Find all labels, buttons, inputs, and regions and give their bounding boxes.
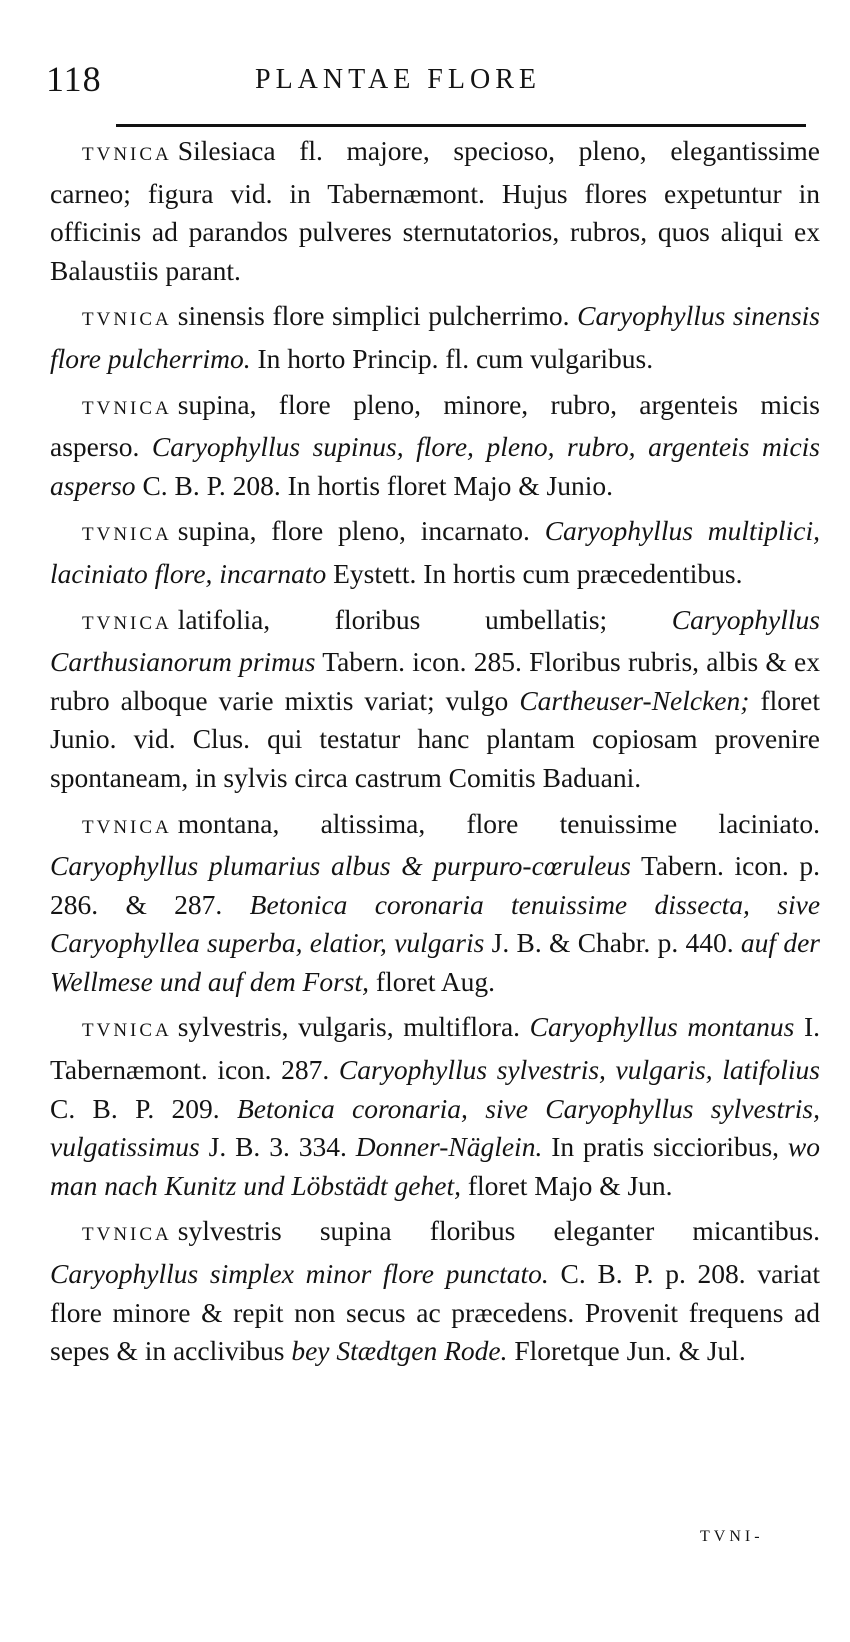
entry-text: latifolia, floribus umbellatis; — [177, 603, 608, 635]
entry-5 — [50, 601, 820, 798]
synonym: Caryophyllus montanus — [529, 1011, 795, 1043]
entry-text: I. Tabernæmont. icon. 287. — [50, 1011, 821, 1086]
entry-text: sylvestris supina floribus eleganter micantibus. — [177, 1215, 820, 1247]
page-number: 118 — [46, 59, 102, 99]
genus-label: TVNICA — [82, 524, 172, 546]
entry-text: montana, altissima, flore tenuissime laciniato. — [177, 807, 820, 839]
genus-label: TVNICA — [82, 144, 172, 165]
genus-label: TVNICA — [82, 612, 172, 634]
entry-4 — [50, 512, 820, 593]
page-header — [46, 58, 816, 106]
entry-text: C. B. P. p. 208. variat flore minore & repit non secus ac præcedens. Provenit frequens ad sepes & in acclivibus — [50, 1258, 820, 1367]
entry-6 — [50, 805, 820, 1002]
vernacular-name: Donner-Näglein. — [355, 1131, 543, 1163]
entry-text: In horto Princip. fl. cum vulgaribus. — [257, 342, 654, 374]
running-title: PLANTAE FLORE — [255, 64, 541, 95]
entry-text: In pratis siccioribus, — [551, 1131, 780, 1163]
synonym: Betonica coronaria, sive Caryophyllus sylvestris, vulgatissimus — [50, 1092, 821, 1163]
synonym: Caryophyllus sylvestris, vulgaris, latifolius — [338, 1054, 820, 1086]
locality: wo man nach Kunitz und Löbstädt gehet, — [50, 1131, 821, 1201]
entry-text: floret Aug. — [375, 965, 496, 997]
entry-8 — [50, 1212, 820, 1370]
entry-text: C. B. P. 209. — [50, 1092, 220, 1124]
synonym: Caryophyllus plumarius albus & purpuro-cœruleus — [50, 850, 631, 882]
synonym: Caryophyllus sinensis flore pulcherrimo. — [50, 300, 820, 374]
page-body — [50, 132, 820, 1378]
entry-2 — [50, 297, 820, 378]
entry-7 — [50, 1008, 820, 1205]
locality: bey Stædtgen Rode. — [291, 1335, 508, 1367]
entry-text: supina, flore pleno, minore, rubro, argenteis micis asperso. — [50, 388, 820, 463]
entry-text: sinensis flore simplici pulcherrimo. — [177, 300, 570, 332]
genus-label: TVNICA — [82, 816, 172, 838]
synonym: Betonica coronaria tenuissime dissecta, sive Caryophyllea superba, elatior, vulgaris — [50, 888, 821, 959]
catchword: TVNI- — [700, 1528, 764, 1545]
genus-label: TVNICA — [82, 1224, 172, 1246]
entry-text: sylvestris, vulgaris, multiflora. — [177, 1011, 521, 1043]
entry-text: Floretque Jun. & Jul. — [514, 1335, 746, 1367]
header-rule — [116, 124, 806, 127]
locality: auf der Wellmese und auf dem Forst, — [50, 927, 821, 997]
entry-text: Tabern. icon. 285. Floribus rubris, albis & ex rubro alboque varie mixtis variat; vulgo — [50, 646, 820, 716]
entry-text: J. B. 3. 334. — [208, 1131, 347, 1163]
synonym: Caryophyllus Carthusianorum primus — [50, 603, 820, 678]
genus-label: TVNICA — [82, 309, 172, 331]
entry-text: C. B. P. 208. In hortis floret Majo & Junio. — [142, 469, 613, 501]
entry-text: floret Junio. vid. Clus. qui testatur hanc plantam copiosam provenire spontaneam, in sylvis circa castrum Comitis Baduani. — [50, 684, 821, 793]
entry-text: Tabern. icon. p. 286. & 287. — [50, 850, 821, 920]
entry-text: supina, flore pleno, incarnato. — [177, 515, 530, 547]
entry-text: floret Majo & Jun. — [467, 1169, 673, 1201]
vernacular-name: Cartheuser-Nelcken; — [519, 684, 750, 716]
entry-3 — [50, 386, 820, 506]
entry-1 — [50, 132, 820, 290]
synonym: Caryophyllus supinus, flore, pleno, rubro, argenteis micis asperso — [50, 431, 820, 501]
entry-text: Eystett. In hortis cum præcedentibus. — [333, 557, 743, 589]
synonym: Caryophyllus multiplici, laciniato flore, incarnato — [50, 515, 820, 589]
entry-text: J. B. & Chabr. p. 440. — [491, 927, 734, 959]
genus-label: TVNICA — [82, 1020, 172, 1042]
synonym: Caryophyllus simplex minor flore punctato. — [50, 1258, 549, 1290]
entry-text: Silesiaca fl. majore, specioso, pleno, elegantissime carneo; figura vid. in Tabernæmont. Hujus flores expetuntur in officinis ad parandos pulveres sternutatorios, rubros, quos aliqui ex Balaustiis parant. — [50, 135, 820, 286]
genus-label: TVNICA — [82, 397, 172, 419]
